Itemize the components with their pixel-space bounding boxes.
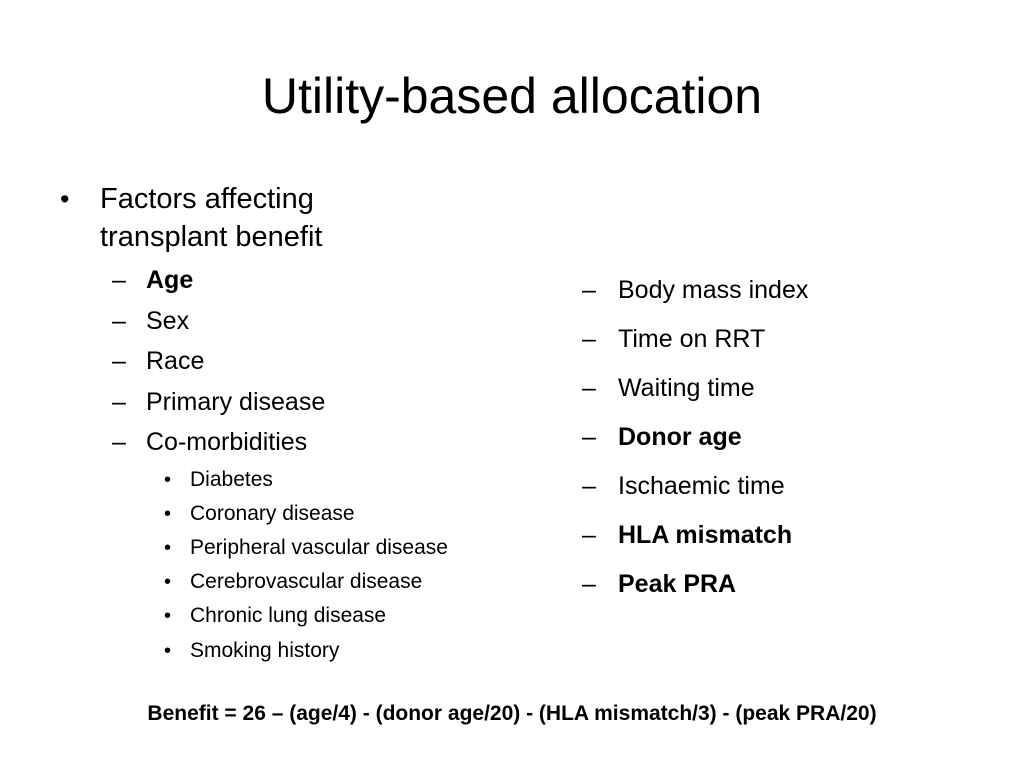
factors-heading: Factors affecting transplant benefit xyxy=(100,183,323,253)
bullet-icon: • xyxy=(164,571,172,594)
list-item xyxy=(56,497,526,531)
factor-primary-disease: Primary disease xyxy=(146,387,326,416)
dash-icon: – xyxy=(582,472,596,500)
comorbidity-lung: Chronic lung disease xyxy=(190,604,387,628)
factor-donor-age: Donor age xyxy=(618,423,742,451)
dash-icon: – xyxy=(582,374,596,402)
dash-icon: – xyxy=(112,428,126,456)
comorbidity-diabetes: Diabetes xyxy=(190,467,273,491)
comorbidity-list xyxy=(56,463,526,668)
left-column xyxy=(56,180,526,668)
dash-icon: – xyxy=(112,387,126,416)
list-item xyxy=(582,364,982,413)
dash-icon: – xyxy=(582,276,596,304)
factor-peak-pra: Peak PRA xyxy=(618,570,737,598)
list-item xyxy=(56,599,526,633)
right-column xyxy=(582,266,982,609)
bullet-icon: • xyxy=(164,536,172,559)
list-item xyxy=(582,266,982,315)
factor-waiting-time: Waiting time xyxy=(618,374,755,402)
list-item xyxy=(56,382,526,423)
comorbidity-smoking: Smoking history xyxy=(190,638,340,662)
factor-sex: Sex xyxy=(146,306,190,335)
factor-time-on-rrt: Time on RRT xyxy=(618,325,766,353)
dash-icon: – xyxy=(112,306,126,335)
list-item xyxy=(56,260,526,301)
list-item xyxy=(582,511,982,560)
bullet-icon: • xyxy=(164,639,172,662)
bullet-icon: • xyxy=(60,184,70,214)
list-item xyxy=(56,422,526,463)
factor-ischaemic-time: Ischaemic time xyxy=(618,472,785,500)
comorbidity-cerebrovascular: Cerebrovascular disease xyxy=(190,570,423,594)
list-item xyxy=(56,531,526,565)
list-item xyxy=(582,462,982,511)
list-item xyxy=(582,413,982,462)
dash-icon: – xyxy=(582,423,596,451)
list-item xyxy=(56,301,526,342)
dash-icon: – xyxy=(582,325,596,353)
bullet-icon: • xyxy=(164,605,172,628)
dash-icon: – xyxy=(582,570,596,598)
comorbidity-peripheral: Peripheral vascular disease xyxy=(190,535,448,559)
factor-hla-mismatch: HLA mismatch xyxy=(618,521,793,549)
left-factor-list xyxy=(56,260,526,463)
right-factor-list xyxy=(582,266,982,609)
bullet-icon: • xyxy=(164,502,172,525)
list-item xyxy=(582,315,982,364)
factor-comorbidities: Co-morbidities xyxy=(146,428,308,456)
factor-bmi: Body mass index xyxy=(618,276,809,304)
list-item xyxy=(56,341,526,382)
comorbidity-coronary: Coronary disease xyxy=(190,501,355,525)
slide-title: Utility-based allocation xyxy=(261,68,763,124)
list-item xyxy=(56,565,526,599)
factor-age: Age xyxy=(146,266,194,294)
bullet-icon: • xyxy=(164,468,172,491)
factor-race: Race xyxy=(146,347,205,375)
list-item xyxy=(582,560,982,609)
list-item xyxy=(56,463,526,497)
benefit-formula: Benefit = 26 – (age/4) - (donor age/20) - (HLA mismatch/3) - (peak PRA/20) xyxy=(147,702,877,725)
dash-icon: – xyxy=(112,347,126,375)
dash-icon: – xyxy=(582,521,596,549)
list-item xyxy=(56,634,526,668)
dash-icon: – xyxy=(112,266,126,294)
factors-heading-item xyxy=(56,180,526,256)
